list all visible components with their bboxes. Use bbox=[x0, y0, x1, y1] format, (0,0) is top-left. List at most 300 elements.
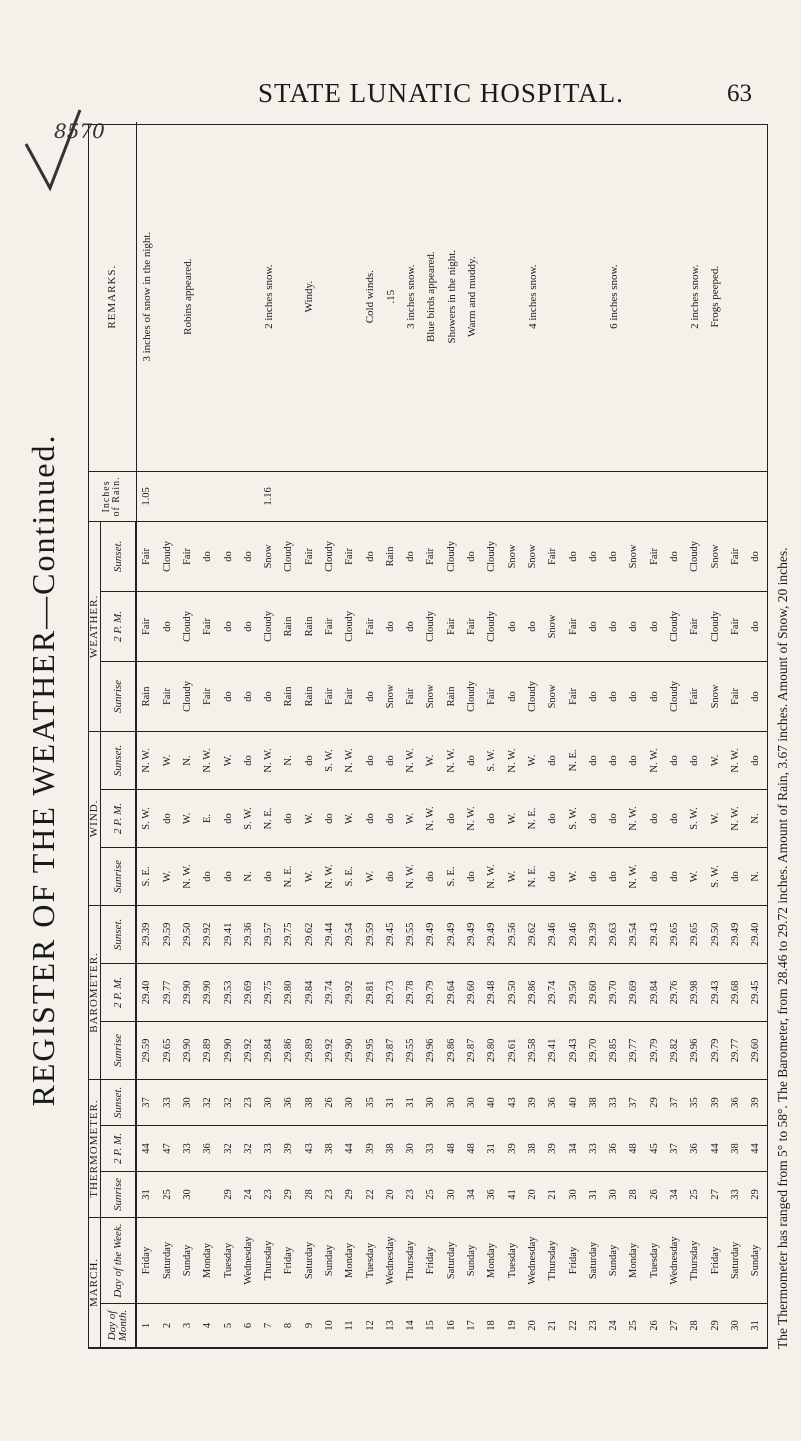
table-cell bbox=[198, 122, 218, 471]
table-cell: do bbox=[584, 847, 604, 905]
table-row bbox=[422, 122, 442, 1347]
table-cell: Rain bbox=[280, 661, 300, 731]
table-cell: do bbox=[604, 789, 624, 847]
table-cell: N. W. bbox=[462, 789, 482, 847]
table-cell: Warm and muddy. bbox=[462, 122, 482, 471]
table-cell: 31 bbox=[136, 1172, 158, 1218]
table-cell: 29.50 bbox=[178, 905, 198, 963]
table-cell: 27 bbox=[665, 1304, 685, 1348]
table-cell: do bbox=[584, 521, 604, 591]
table-cell bbox=[482, 122, 502, 471]
column-header: Sunrise bbox=[101, 1172, 137, 1218]
table-cell: do bbox=[482, 789, 502, 847]
table-cell: 29.92 bbox=[340, 963, 360, 1021]
table-cell: do bbox=[239, 521, 259, 591]
table-cell: 40 bbox=[564, 1079, 584, 1125]
table-cell: 23 bbox=[239, 1079, 259, 1125]
table-cell: 1.05 bbox=[136, 471, 158, 521]
table-cell: 30 bbox=[422, 1079, 442, 1125]
table-cell: N. bbox=[239, 847, 259, 905]
table-cell: 22 bbox=[564, 1304, 584, 1348]
table-cell: W. bbox=[503, 847, 523, 905]
column-header: 2 P. M. bbox=[101, 591, 137, 661]
table-cell: 29.70 bbox=[604, 963, 624, 1021]
table-cell: 48 bbox=[625, 1126, 645, 1172]
table-cell: do bbox=[239, 661, 259, 731]
table-cell bbox=[584, 471, 604, 521]
table-cell: 29.60 bbox=[584, 963, 604, 1021]
table-cell: 31 bbox=[482, 1126, 502, 1172]
table-cell: Fair bbox=[726, 591, 746, 661]
table-cell: do bbox=[158, 789, 178, 847]
table-row bbox=[726, 122, 746, 1347]
table-cell: 29.87 bbox=[462, 1021, 482, 1079]
table-cell: 4 inches snow. bbox=[523, 122, 543, 471]
table-cell: Snow bbox=[543, 661, 563, 731]
table-cell: Friday bbox=[564, 1218, 584, 1304]
table-cell: 27 bbox=[706, 1172, 726, 1218]
table-cell: 29.62 bbox=[300, 905, 320, 963]
table-cell: 29.95 bbox=[361, 1021, 381, 1079]
table-cell: 33 bbox=[158, 1079, 178, 1125]
table-cell: 29.89 bbox=[300, 1021, 320, 1079]
table-cell: Wednesday bbox=[239, 1218, 259, 1304]
group-barometer: BAROMETER. bbox=[89, 905, 101, 1079]
table-cell: Thursday bbox=[401, 1218, 421, 1304]
table-cell: 29.92 bbox=[320, 1021, 340, 1079]
table-cell: 48 bbox=[442, 1126, 462, 1172]
table-row bbox=[361, 122, 381, 1347]
table-cell: 29.55 bbox=[401, 1021, 421, 1079]
table-cell: 37 bbox=[625, 1079, 645, 1125]
table-cell: 29.96 bbox=[422, 1021, 442, 1079]
table-cell: Sunday bbox=[178, 1218, 198, 1304]
table-cell: 20 bbox=[381, 1172, 401, 1218]
table-cell: 30 bbox=[178, 1172, 198, 1218]
table-cell: do bbox=[320, 789, 340, 847]
group-thermometer: THERMOMETER. bbox=[89, 1079, 101, 1217]
table-cell: Fair bbox=[726, 521, 746, 591]
table-cell: 38 bbox=[584, 1079, 604, 1125]
table-cell: Cold winds. bbox=[361, 122, 381, 471]
table-cell: Tuesday bbox=[219, 1218, 239, 1304]
table-cell: Friday bbox=[706, 1218, 726, 1304]
table-cell: 3 inches of snow in the night. bbox=[136, 122, 158, 471]
table-cell: Cloudy bbox=[158, 521, 178, 591]
table-cell: 23 bbox=[401, 1172, 421, 1218]
table-cell: 29.90 bbox=[198, 963, 218, 1021]
table-cell: S. W. bbox=[482, 731, 502, 789]
table-cell: 14 bbox=[401, 1304, 421, 1348]
table-cell: 33 bbox=[604, 1079, 624, 1125]
table-cell: Windy. bbox=[300, 122, 320, 471]
table-cell: Fair bbox=[300, 521, 320, 591]
table-cell: Rain bbox=[300, 661, 320, 731]
table-cell: Thursday bbox=[543, 1218, 563, 1304]
table-cell: 29.49 bbox=[462, 905, 482, 963]
table-cell: 31 bbox=[401, 1079, 421, 1125]
table-row bbox=[604, 122, 624, 1347]
table-cell: 25 bbox=[685, 1172, 705, 1218]
table-cell: 36 bbox=[604, 1126, 624, 1172]
table-cell: 30 bbox=[340, 1079, 360, 1125]
table-cell bbox=[503, 122, 523, 471]
table-cell: 29.49 bbox=[422, 905, 442, 963]
table-cell: N. W. bbox=[259, 731, 279, 789]
table-cell: Cloudy bbox=[462, 661, 482, 731]
table-cell: 16 bbox=[442, 1304, 462, 1348]
table-cell: do bbox=[259, 847, 279, 905]
table-cell: 44 bbox=[706, 1126, 726, 1172]
table-cell: 22 bbox=[361, 1172, 381, 1218]
table-cell: 35 bbox=[685, 1079, 705, 1125]
table-cell: Fair bbox=[726, 661, 746, 731]
table-cell: 29.43 bbox=[706, 963, 726, 1021]
table-cell: Monday bbox=[340, 1218, 360, 1304]
table-cell: do bbox=[198, 521, 218, 591]
table-cell bbox=[462, 471, 482, 521]
table-cell: do bbox=[300, 731, 320, 789]
column-header: 2 P. M. bbox=[101, 789, 137, 847]
table-cell: do bbox=[361, 661, 381, 731]
table-cell: 29.77 bbox=[625, 1021, 645, 1079]
table-cell: do bbox=[746, 521, 767, 591]
table-cell: 24 bbox=[239, 1172, 259, 1218]
table-cell: 29.96 bbox=[685, 1021, 705, 1079]
group-remarks: REMARKS. bbox=[89, 122, 136, 471]
page-title: STATE LUNATIC HOSPITAL. bbox=[258, 78, 624, 108]
table-cell: W. bbox=[401, 789, 421, 847]
table-cell: Saturday bbox=[442, 1218, 462, 1304]
table-cell: 29 bbox=[706, 1304, 726, 1348]
table-cell bbox=[198, 1172, 218, 1218]
table-cell: 5 bbox=[219, 1304, 239, 1348]
table-cell: 39 bbox=[280, 1126, 300, 1172]
table-cell: 39 bbox=[706, 1079, 726, 1125]
table-cell bbox=[584, 122, 604, 471]
table-cell: do bbox=[625, 591, 645, 661]
table-row bbox=[219, 122, 239, 1347]
table-cell: 33 bbox=[726, 1172, 746, 1218]
table-cell: W. bbox=[158, 731, 178, 789]
table-cell bbox=[280, 471, 300, 521]
table-cell: Fair bbox=[401, 661, 421, 731]
table-cell bbox=[219, 122, 239, 471]
table-cell: S. W. bbox=[564, 789, 584, 847]
column-header: Sunrise bbox=[101, 847, 137, 905]
table-cell: .15 bbox=[381, 122, 401, 471]
table-cell: do bbox=[239, 731, 259, 789]
table-cell: 30 bbox=[604, 1172, 624, 1218]
table-cell: 38 bbox=[726, 1126, 746, 1172]
table-cell: Fair bbox=[340, 521, 360, 591]
table-cell: do bbox=[625, 661, 645, 731]
table-cell: do bbox=[645, 847, 665, 905]
table-cell: 11 bbox=[340, 1304, 360, 1348]
table-cell: N. W. bbox=[726, 789, 746, 847]
table-cell: N. W. bbox=[503, 731, 523, 789]
table-row bbox=[239, 122, 259, 1347]
table-cell: Robins appeared. bbox=[178, 122, 198, 471]
table-cell: 38 bbox=[320, 1126, 340, 1172]
column-header: Day of Month. bbox=[101, 1304, 137, 1348]
table-cell: 33 bbox=[259, 1126, 279, 1172]
table-cell bbox=[685, 471, 705, 521]
table-cell: do bbox=[401, 521, 421, 591]
table-cell: Friday bbox=[422, 1218, 442, 1304]
table-cell bbox=[665, 122, 685, 471]
table-cell: Thursday bbox=[685, 1218, 705, 1304]
table-row bbox=[564, 122, 584, 1347]
table-cell: 29.39 bbox=[584, 905, 604, 963]
table-cell: 29.74 bbox=[320, 963, 340, 1021]
table-cell: Cloudy bbox=[442, 521, 462, 591]
table-cell: Blue birds appeared. bbox=[422, 122, 442, 471]
table-cell: 30 bbox=[442, 1172, 462, 1218]
table-cell: 29.40 bbox=[746, 905, 767, 963]
table-cell: Rain bbox=[136, 661, 158, 731]
table-cell: Snow bbox=[422, 661, 442, 731]
table-cell: 29.59 bbox=[158, 905, 178, 963]
table-cell bbox=[543, 471, 563, 521]
table-cell: Sunday bbox=[320, 1218, 340, 1304]
table-cell: do bbox=[584, 789, 604, 847]
table-cell: W. bbox=[219, 731, 239, 789]
table-cell: W. bbox=[564, 847, 584, 905]
table-cell bbox=[482, 471, 502, 521]
table-cell: N. W. bbox=[442, 731, 462, 789]
table-cell: 35 bbox=[361, 1079, 381, 1125]
table-cell: Snow bbox=[381, 661, 401, 731]
table-cell: N. bbox=[280, 731, 300, 789]
table-cell bbox=[645, 122, 665, 471]
table-cell: 28 bbox=[625, 1172, 645, 1218]
group-rain: Inches of Rain. bbox=[89, 471, 136, 521]
table-cell: 29.63 bbox=[604, 905, 624, 963]
table-cell: Fair bbox=[361, 591, 381, 661]
table-cell: Cloudy bbox=[706, 591, 726, 661]
table-cell: 33 bbox=[584, 1126, 604, 1172]
table-cell: 29.56 bbox=[503, 905, 523, 963]
table-cell: do bbox=[746, 731, 767, 789]
table-row bbox=[503, 122, 523, 1347]
table-cell bbox=[625, 471, 645, 521]
table-cell bbox=[320, 471, 340, 521]
column-header: Sunset. bbox=[101, 1079, 137, 1125]
table-cell: Fair bbox=[685, 661, 705, 731]
table-cell: 29.69 bbox=[239, 963, 259, 1021]
table-cell: 2 inches snow. bbox=[685, 122, 705, 471]
table-cell: Fair bbox=[685, 591, 705, 661]
table-cell: 30 bbox=[259, 1079, 279, 1125]
table-cell: 29.62 bbox=[523, 905, 543, 963]
table-cell: do bbox=[726, 847, 746, 905]
table-cell bbox=[340, 471, 360, 521]
table-cell: Monday bbox=[198, 1218, 218, 1304]
table-cell: N. bbox=[746, 789, 767, 847]
table-cell bbox=[726, 471, 746, 521]
table-cell: Cloudy bbox=[178, 591, 198, 661]
table-cell: 40 bbox=[482, 1079, 502, 1125]
table-cell: 29.81 bbox=[361, 963, 381, 1021]
table-cell: 31 bbox=[746, 1304, 767, 1348]
table-cell: 13 bbox=[381, 1304, 401, 1348]
table-cell: 26 bbox=[645, 1304, 665, 1348]
table-cell: N. W. bbox=[178, 847, 198, 905]
table-cell bbox=[726, 122, 746, 471]
table-cell: 29.64 bbox=[442, 963, 462, 1021]
table-cell: S. E. bbox=[136, 847, 158, 905]
table-cell: W. bbox=[503, 789, 523, 847]
table-cell: 29.85 bbox=[604, 1021, 624, 1079]
table-cell: 29.41 bbox=[219, 905, 239, 963]
table-cell: 29.41 bbox=[543, 1021, 563, 1079]
table-cell: 33 bbox=[178, 1126, 198, 1172]
table-cell: 29.57 bbox=[259, 905, 279, 963]
table-row bbox=[625, 122, 645, 1347]
table-cell: S. W. bbox=[239, 789, 259, 847]
table-cell: do bbox=[645, 661, 665, 731]
table-cell: 24 bbox=[604, 1304, 624, 1348]
table-row bbox=[158, 122, 178, 1347]
table-cell: do bbox=[462, 731, 482, 789]
table-row bbox=[280, 122, 300, 1347]
table-cell bbox=[320, 122, 340, 471]
table-cell: N. E. bbox=[523, 847, 543, 905]
table-cell: do bbox=[584, 731, 604, 789]
summary-note-text: The Thermometer has ranged from 5° to 58°. The Barometer, from 28.46 to 29.72 inches. Amount of Rain, 3.67 inches. Amount of Snow, 20 inches. bbox=[775, 547, 790, 1349]
table-cell: 37 bbox=[665, 1126, 685, 1172]
table-cell: do bbox=[665, 847, 685, 905]
table-cell: 34 bbox=[564, 1126, 584, 1172]
table-cell: 36 bbox=[280, 1079, 300, 1125]
table-cell: 43 bbox=[503, 1079, 523, 1125]
table-cell: N. W. bbox=[340, 731, 360, 789]
table-cell: Snow bbox=[706, 521, 726, 591]
table-cell: Fair bbox=[482, 661, 502, 731]
table-cell: do bbox=[625, 731, 645, 789]
table-row bbox=[645, 122, 665, 1347]
table-cell: 32 bbox=[198, 1079, 218, 1125]
table-cell: Saturday bbox=[726, 1218, 746, 1304]
table-cell: 29.92 bbox=[198, 905, 218, 963]
table-cell bbox=[158, 471, 178, 521]
table-cell: 30 bbox=[462, 1079, 482, 1125]
table-cell: Cloudy bbox=[523, 661, 543, 731]
table-cell: do bbox=[219, 847, 239, 905]
table-cell: N. bbox=[178, 731, 198, 789]
table-cell: do bbox=[381, 847, 401, 905]
table-cell: 38 bbox=[381, 1126, 401, 1172]
table-cell: W. bbox=[685, 847, 705, 905]
table-cell: 7 bbox=[259, 1304, 279, 1348]
table-cell: 29.98 bbox=[685, 963, 705, 1021]
table-cell: do bbox=[503, 591, 523, 661]
table-cell: do bbox=[564, 521, 584, 591]
table-cell: 28 bbox=[685, 1304, 705, 1348]
table-cell: Tuesday bbox=[503, 1218, 523, 1304]
table-cell: N. W. bbox=[136, 731, 158, 789]
table-cell: 25 bbox=[158, 1172, 178, 1218]
table-cell: Cloudy bbox=[482, 521, 502, 591]
table-cell: 29.54 bbox=[340, 905, 360, 963]
table-cell: do bbox=[604, 591, 624, 661]
running-head bbox=[0, 78, 801, 143]
table-cell: 34 bbox=[462, 1172, 482, 1218]
table-cell: do bbox=[604, 847, 624, 905]
table-cell: S. W. bbox=[685, 789, 705, 847]
table-cell: 29.90 bbox=[178, 963, 198, 1021]
table-body bbox=[136, 122, 767, 1347]
table-cell bbox=[401, 471, 421, 521]
table-cell: Wednesday bbox=[523, 1218, 543, 1304]
table-cell: 39 bbox=[361, 1126, 381, 1172]
table-cell: Cloudy bbox=[280, 521, 300, 591]
table-cell: 29.86 bbox=[523, 963, 543, 1021]
table-cell: 29.45 bbox=[381, 905, 401, 963]
table-cell: S. W. bbox=[136, 789, 158, 847]
table-cell: Monday bbox=[625, 1218, 645, 1304]
table-cell: 29 bbox=[746, 1172, 767, 1218]
table-cell: 29 bbox=[645, 1079, 665, 1125]
table-cell: 29.86 bbox=[280, 1021, 300, 1079]
table-cell: 29.68 bbox=[726, 963, 746, 1021]
table-cell: 29.84 bbox=[300, 963, 320, 1021]
table-row bbox=[136, 122, 158, 1347]
table-cell: Snow bbox=[543, 591, 563, 661]
table-cell: N. W. bbox=[320, 847, 340, 905]
table-cell: 29.77 bbox=[158, 963, 178, 1021]
table-cell: N. W. bbox=[422, 789, 442, 847]
table-cell: do bbox=[584, 661, 604, 731]
table-cell: S. W. bbox=[706, 847, 726, 905]
table-cell: 43 bbox=[300, 1126, 320, 1172]
table-cell: 29.79 bbox=[706, 1021, 726, 1079]
table-cell: Fair bbox=[462, 591, 482, 661]
table-cell: Tuesday bbox=[361, 1218, 381, 1304]
table-cell: do bbox=[361, 521, 381, 591]
table-row bbox=[665, 122, 685, 1347]
table-cell: 1.16 bbox=[259, 471, 279, 521]
table-cell: 41 bbox=[503, 1172, 523, 1218]
table-cell: do bbox=[584, 591, 604, 661]
table-cell: 29.43 bbox=[645, 905, 665, 963]
table-cell bbox=[198, 471, 218, 521]
table-cell: 29.55 bbox=[401, 905, 421, 963]
table-cell: Cloudy bbox=[665, 591, 685, 661]
column-header: Sunset. bbox=[101, 521, 137, 591]
table-cell: Fair bbox=[442, 591, 462, 661]
group-header-row bbox=[89, 122, 101, 1347]
table-cell bbox=[645, 471, 665, 521]
table-cell: do bbox=[219, 661, 239, 731]
table-cell: do bbox=[401, 591, 421, 661]
table-cell: Fair bbox=[198, 591, 218, 661]
table-cell: 39 bbox=[523, 1079, 543, 1125]
table-cell: Fair bbox=[136, 591, 158, 661]
table-cell: W. bbox=[300, 789, 320, 847]
table-cell: W. bbox=[300, 847, 320, 905]
page-number: 63 bbox=[727, 80, 752, 107]
table-cell: Wednesday bbox=[665, 1218, 685, 1304]
table-cell: do bbox=[219, 521, 239, 591]
table-cell: 29.40 bbox=[136, 963, 158, 1021]
table-cell: 29.77 bbox=[726, 1021, 746, 1079]
table-cell: 33 bbox=[422, 1126, 442, 1172]
table-row bbox=[523, 122, 543, 1347]
table-cell: do bbox=[645, 789, 665, 847]
table-cell: 36 bbox=[543, 1079, 563, 1125]
